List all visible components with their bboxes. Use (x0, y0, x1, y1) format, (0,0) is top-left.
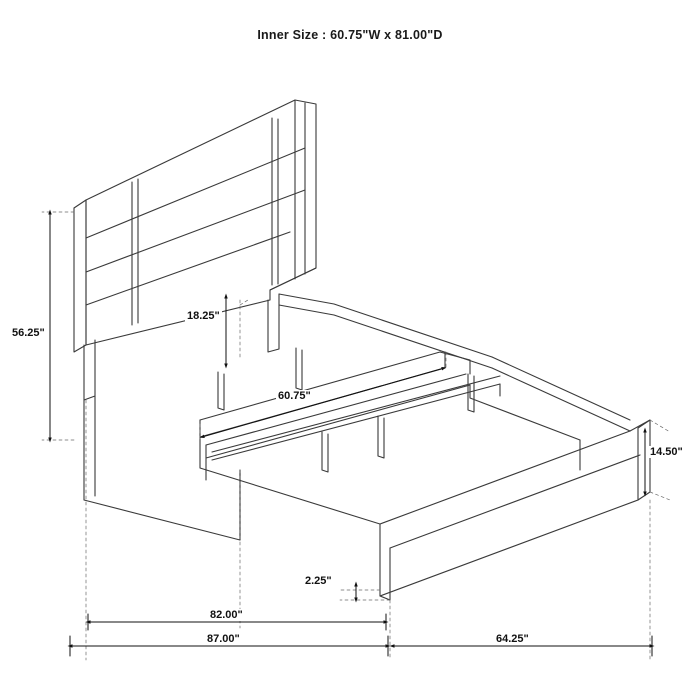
dimension-label-inner-length: 82.00" (210, 609, 243, 621)
dimension-label-headboard-panel-height: 18.25" (187, 310, 220, 322)
bed-frame-rails (84, 294, 630, 540)
page-title: Inner Size : 60.75"W x 81.00"D (257, 28, 443, 42)
dimension-label-interior-width: 60.75" (278, 390, 311, 402)
dimension-label-clearance-height: 2.25" (305, 575, 332, 587)
headboard-legs (84, 294, 279, 400)
dimension-label-overall-width: 64.25" (496, 633, 529, 645)
footboard (380, 420, 650, 600)
dimension-lines (50, 212, 652, 656)
dimension-label-headboard-height: 56.25" (12, 327, 45, 339)
center-support-legs (218, 348, 474, 472)
dimension-label-footboard-height: 14.50" (650, 446, 683, 458)
dimension-label-overall-length: 87.00" (207, 633, 240, 645)
